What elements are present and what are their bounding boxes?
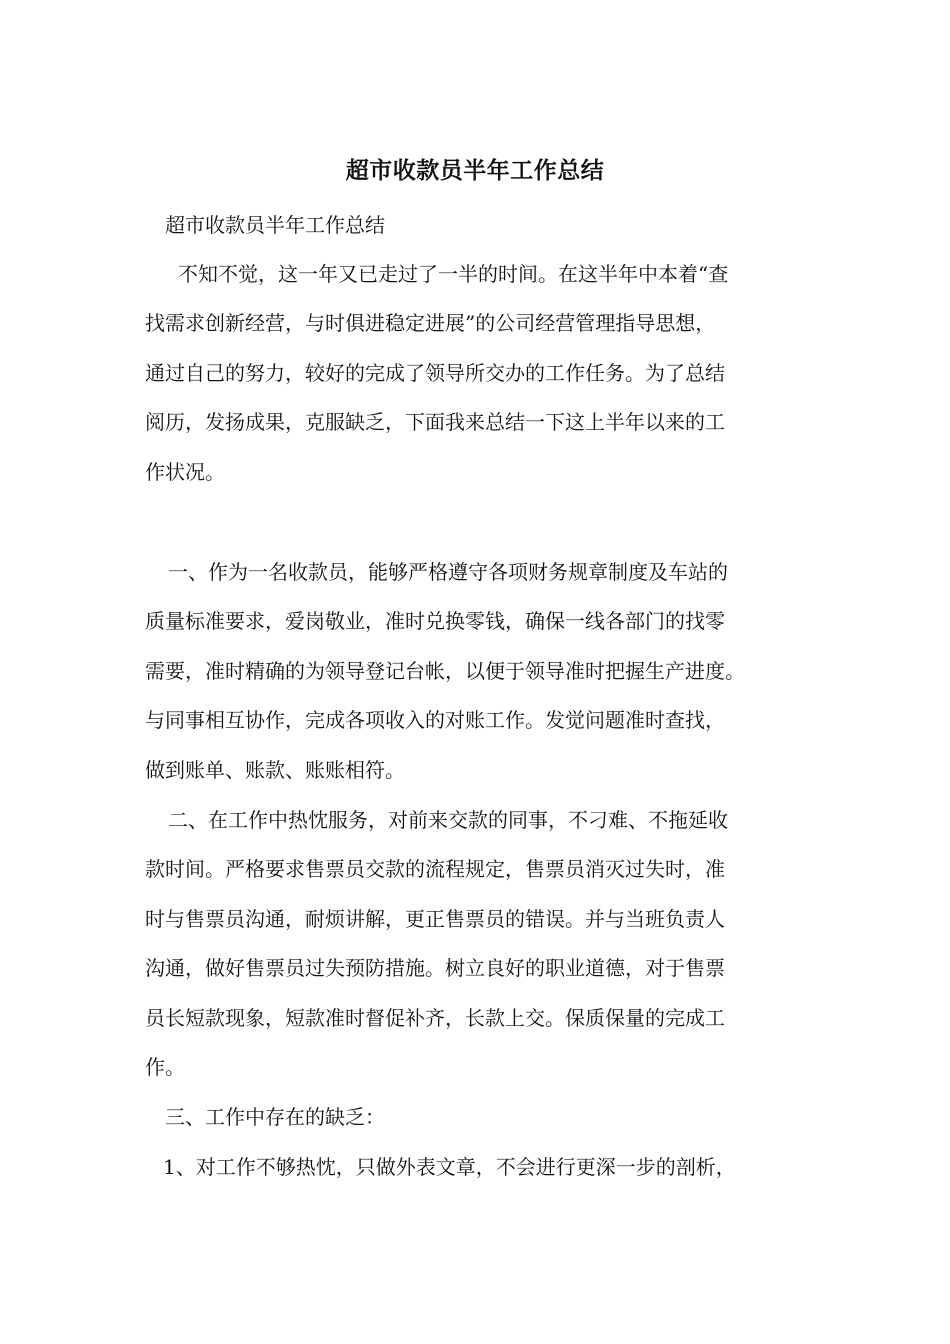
paragraph-line: 作状况。 <box>145 460 225 484</box>
document-title: 超市收款员半年工作总结 <box>345 157 605 184</box>
paragraph-line: 沟通，做好售票员过失预防措施。树立良好的职业道德，对于售票 <box>145 956 725 980</box>
section-heading: 三、工作中存在的缺乏： <box>165 1105 385 1129</box>
paragraph-line: 一、作为一名收款员，能够严格遵守各项财务规章制度及车站的 <box>168 560 728 584</box>
paragraph-line: 找需求创新经营，与时俱进稳定进展”的公司经营管理指导思想， <box>145 311 716 335</box>
paragraph-line: 与同事相互协作，完成各项收入的对账工作。发觉问题准时查找， <box>145 708 725 732</box>
paragraph-line: 时与售票员沟通，耐烦讲解，更正售票员的错误。并与当班负责人 <box>145 907 725 931</box>
paragraph-line: 质量标准要求，爱岗敬业，准时兑换零钱，确保一线各部门的找零 <box>145 609 725 633</box>
paragraph-line: 作。 <box>145 1055 185 1079</box>
paragraph-line: 二、在工作中热忱服务，对前来交款的同事，不刁难、不拖延收 <box>168 808 728 832</box>
paragraph-line: 做到账单、账款、账账相符。 <box>145 758 405 782</box>
paragraph-line: 员长短款现象，短款准时督促补齐，长款上交。保质保量的完成工 <box>145 1006 725 1030</box>
paragraph-line: 款时间。严格要求售票员交款的流程规定，售票员消灭过失时，准 <box>145 857 725 881</box>
document-subtitle: 超市收款员半年工作总结 <box>165 213 385 237</box>
paragraph-line: 1、对工作不够热忱，只做外表文章，不会进行更深一步的剖析， <box>163 1155 736 1179</box>
paragraph-line: 需要，准时精确的为领导登记台帐，以便于领导准时把握生产进度。 <box>145 659 745 683</box>
paragraph-line: 阅历，发扬成果，克服缺乏，下面我来总结一下这上半年以来的工 <box>145 410 725 434</box>
paragraph-line: 通过自己的努力，较好的完成了领导所交办的工作任务。为了总结 <box>145 361 725 385</box>
paragraph-line: 不知不觉，这一年又已走过了一半的时间。在这半年中本着“查 <box>178 262 729 286</box>
